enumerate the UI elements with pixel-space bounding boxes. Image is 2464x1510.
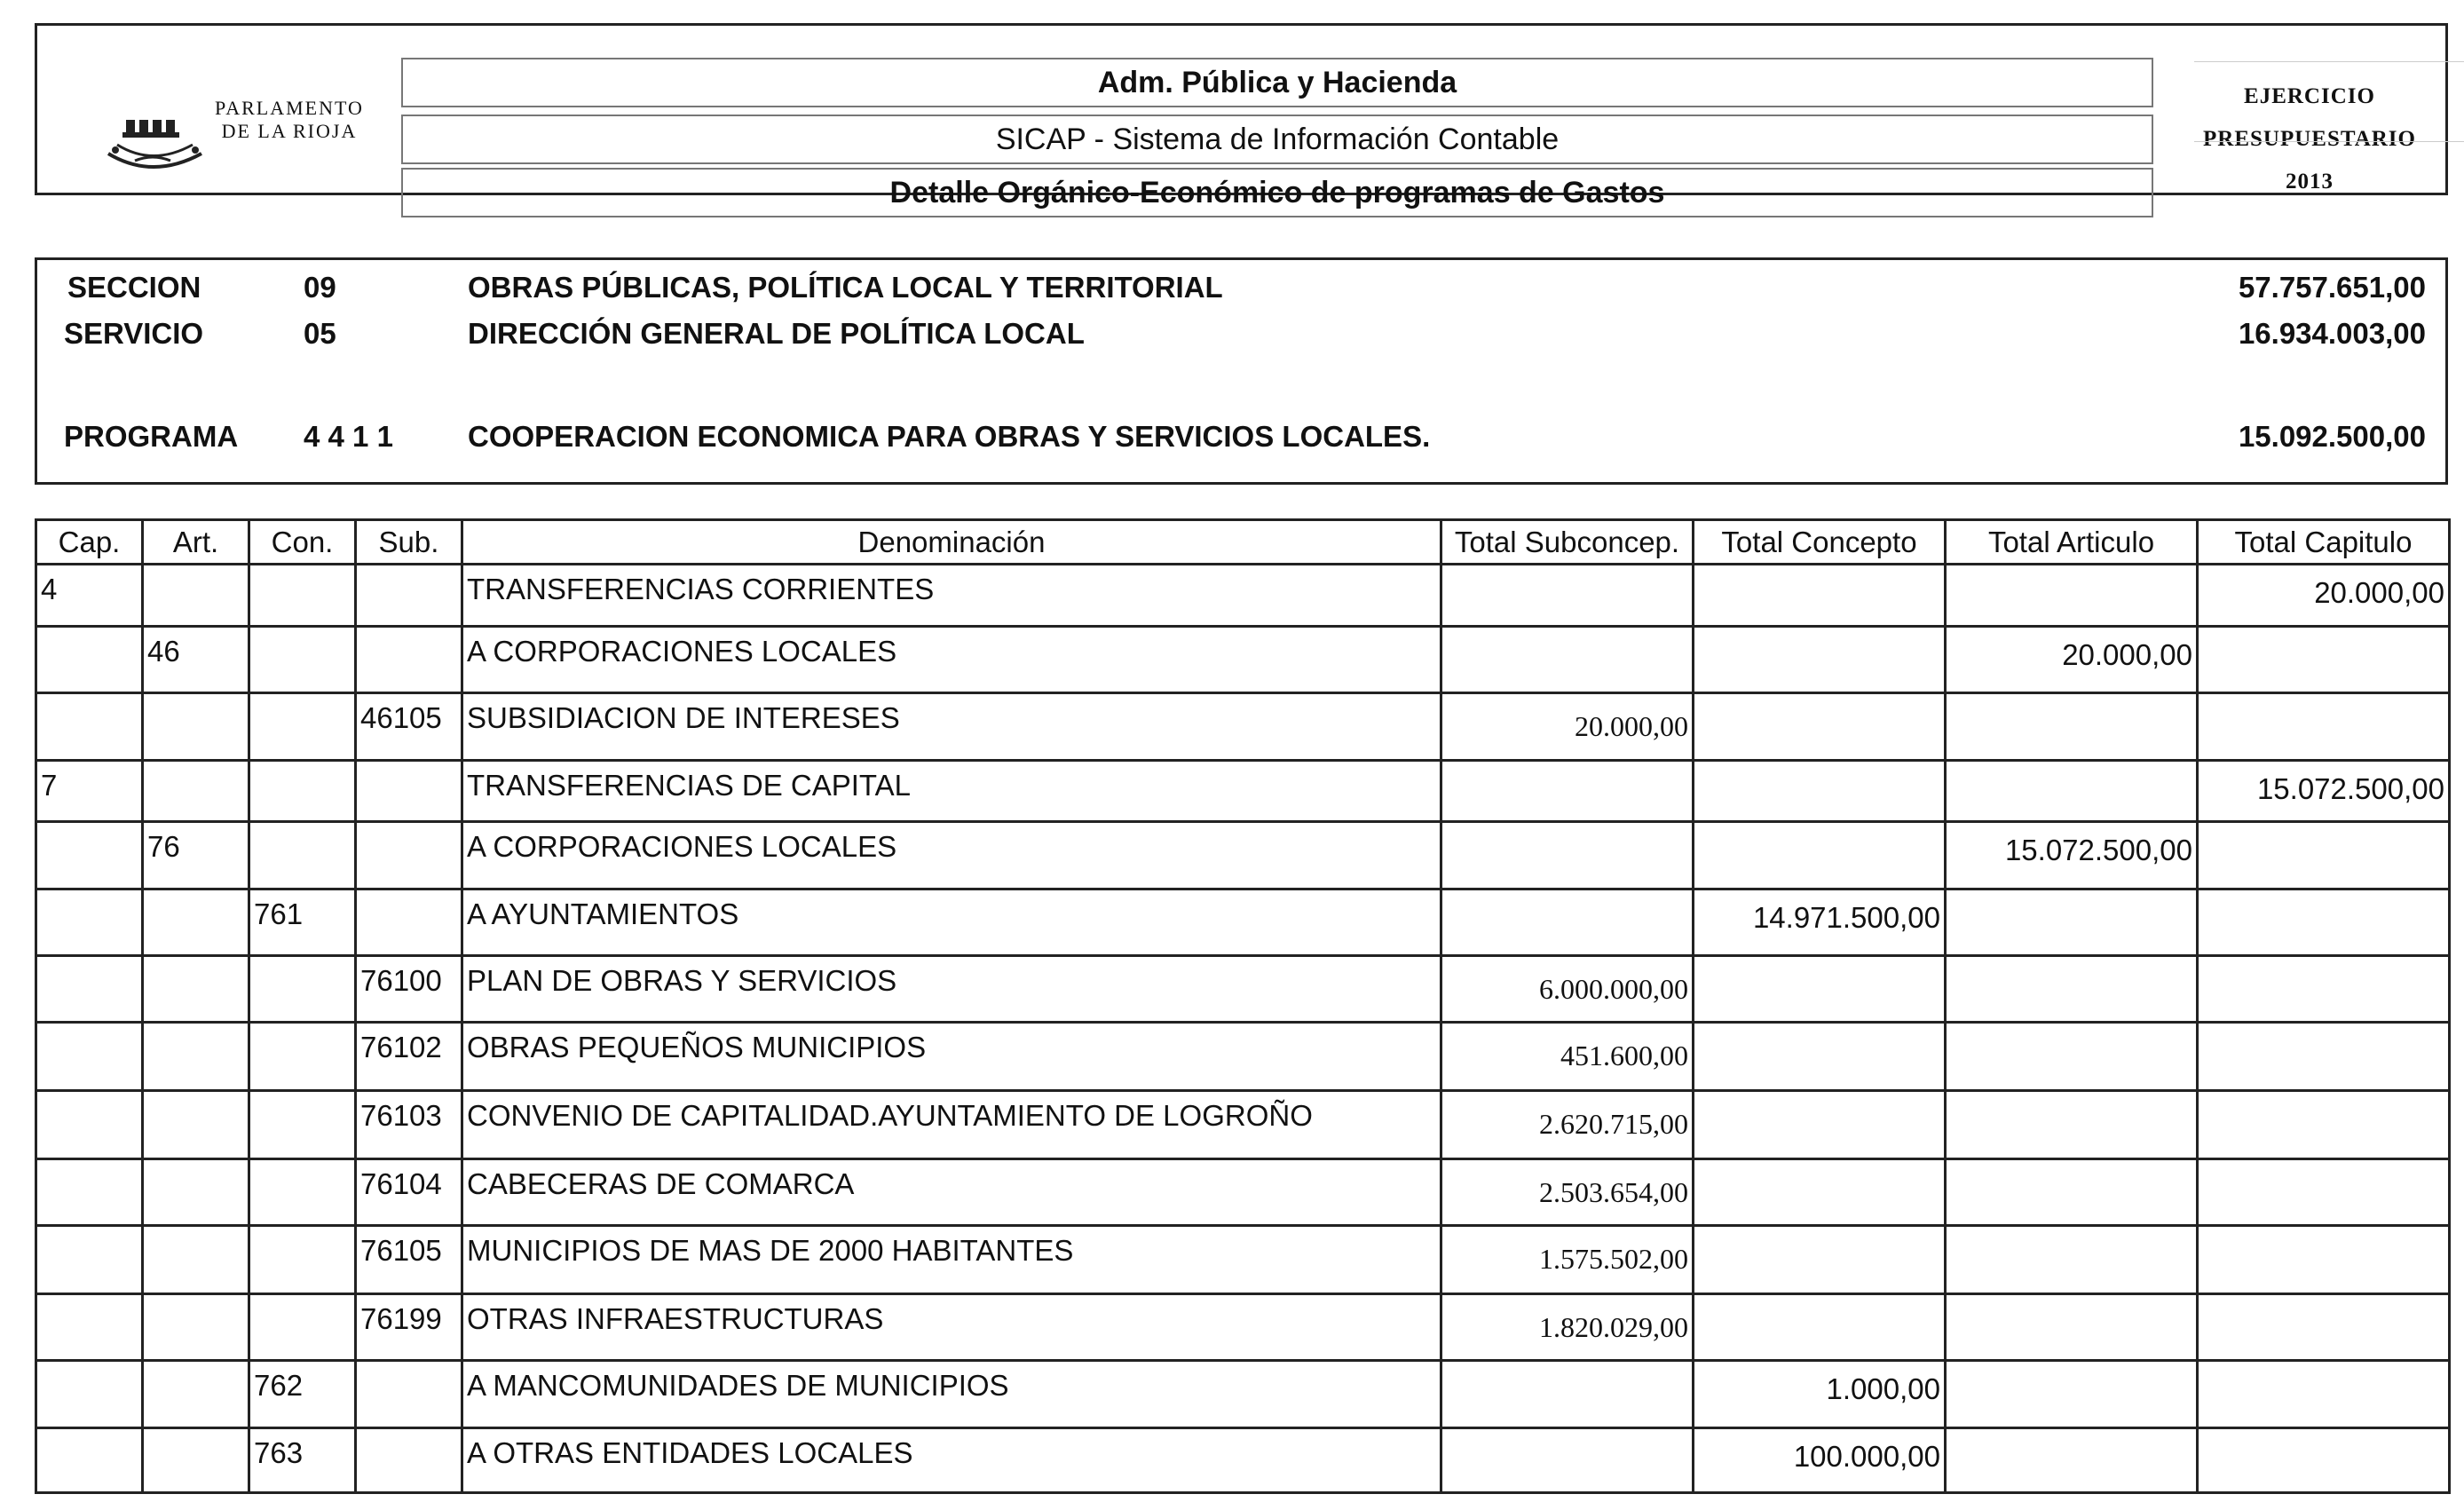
table-body [36,565,2450,1493]
parliament-emblem-icon [99,118,215,189]
parliament-name-line2: DE LA RIOJA [221,120,358,142]
total-articulo-cell [1946,693,2198,761]
report-title: Detalle Orgánico-Económico de programas de Gastos [401,168,2153,217]
total-subconcepto-cell: 2.620.715,00 [1441,1091,1694,1159]
total-capitulo-cell: 20.000,00 [2198,565,2450,627]
ejercicio-label: EJERCICIO [2244,84,2375,108]
art-cell: 46 [143,627,249,693]
total-articulo-cell [1946,1091,2198,1159]
denominacion-cell: TRANSFERENCIAS DE CAPITAL [462,761,1441,822]
total-articulo-cell [1946,1361,2198,1428]
seccion-label: SECCION [67,271,201,304]
denominacion-cell: PLAN DE OBRAS Y SERVICIOS [462,956,1441,1023]
servicio-name: DIRECCIÓN GENERAL DE POLÍTICA LOCAL [468,317,1085,350]
art-cell [143,1159,249,1226]
programa-name: COOPERACION ECONOMICA PARA OBRAS Y SERVICIOS LOCALES. [468,420,1431,453]
cap-cell [36,1023,143,1091]
con-cell [249,1226,356,1294]
total-articulo-cell [1946,565,2198,627]
total-concepto-cell [1694,822,1946,889]
art-cell [143,1226,249,1294]
total-subconcepto-cell [1441,627,1694,693]
con-cell [249,956,356,1023]
presupuestario-label: PRESUPUESTARIO [2203,127,2416,151]
table-row [36,889,2450,956]
total-capitulo-cell [2198,822,2450,889]
sub-cell [356,822,462,889]
art-cell [143,693,249,761]
total-capitulo-cell [2198,1428,2450,1493]
col-sub-header: Sub. [356,520,462,565]
total-articulo-cell [1946,761,2198,822]
sub-cell [356,1361,462,1428]
con-cell: 762 [249,1361,356,1428]
table-row [36,1023,2450,1091]
total-subconcepto-cell [1441,761,1694,822]
denominacion-cell: A AYUNTAMIENTOS [462,889,1441,956]
total-articulo-cell [1946,1159,2198,1226]
con-cell [249,627,356,693]
sub-cell: 76100 [356,956,462,1023]
fiscal-year: 2013 [2286,170,2334,194]
sub-cell: 76102 [356,1023,462,1091]
total-articulo-cell [1946,1226,2198,1294]
divider [2194,61,2464,62]
con-cell [249,761,356,822]
sub-cell: 76103 [356,1091,462,1159]
total-subconcepto-cell [1441,1361,1694,1428]
art-cell [143,1428,249,1493]
con-cell [249,1294,356,1361]
total-subconcepto-cell: 6.000.000,00 [1441,956,1694,1023]
art-cell [143,956,249,1023]
table-row [36,1294,2450,1361]
total-subconcepto-cell: 451.600,00 [1441,1023,1694,1091]
denominacion-cell: CABECERAS DE COMARCA [462,1159,1441,1226]
total-subconcepto-cell [1441,1428,1694,1493]
department-title: Adm. Pública y Hacienda [401,58,2153,107]
col-con-header: Con. [249,520,356,565]
sub-cell [356,627,462,693]
cap-cell [36,822,143,889]
total-concepto-cell [1694,1159,1946,1226]
sub-cell: 46105 [356,693,462,761]
cap-cell [36,1226,143,1294]
total-articulo-cell: 20.000,00 [1946,627,2198,693]
table-row [36,565,2450,627]
programa-code: 4 4 1 1 [304,420,393,453]
sub-cell: 76199 [356,1294,462,1361]
programa-amount: 15.092.500,00 [2238,420,2426,453]
total-capitulo-cell: 15.072.500,00 [2198,761,2450,822]
parliament-name [215,97,364,143]
total-subconcepto-cell: 1.820.029,00 [1441,1294,1694,1361]
art-cell: 76 [143,822,249,889]
total-articulo-cell [1946,956,2198,1023]
total-concepto-cell [1694,627,1946,693]
table-row [36,693,2450,761]
cap-cell [36,956,143,1023]
total-concepto-cell [1694,956,1946,1023]
total-capitulo-cell [2198,1361,2450,1428]
table-row [36,1226,2450,1294]
denominacion-cell: A MANCOMUNIDADES DE MUNICIPIOS [462,1361,1441,1428]
total-articulo-cell [1946,889,2198,956]
total-capitulo-cell [2198,627,2450,693]
seccion-row [37,271,2445,306]
total-concepto-cell [1694,693,1946,761]
total-capitulo-cell [2198,1091,2450,1159]
cap-cell [36,1361,143,1428]
servicio-amount: 16.934.003,00 [2238,317,2426,350]
denominacion-cell: A CORPORACIONES LOCALES [462,822,1441,889]
table-row [36,627,2450,693]
con-cell: 761 [249,889,356,956]
table-header-row [36,520,2450,565]
budget-detail-table [35,518,2451,1494]
con-cell [249,1091,356,1159]
total-capitulo-cell [2198,1023,2450,1091]
total-subconcepto-cell [1441,889,1694,956]
seccion-amount: 57.757.651,00 [2238,271,2426,304]
denominacion-cell: OTRAS INFRAESTRUCTURAS [462,1294,1441,1361]
table-row [36,1091,2450,1159]
con-cell [249,1023,356,1091]
table-row [36,822,2450,889]
con-cell [249,1159,356,1226]
art-cell [143,1294,249,1361]
total-articulo-cell [1946,1023,2198,1091]
art-cell [143,1091,249,1159]
total-subconcepto-cell [1441,822,1694,889]
programa-label: PROGRAMA [64,420,239,453]
total-concepto-cell [1694,1294,1946,1361]
total-articulo-cell [1946,1294,2198,1361]
sub-cell [356,1428,462,1493]
col-art-header: Art. [143,520,249,565]
table-row [36,1159,2450,1226]
total-concepto-cell [1694,1226,1946,1294]
table-row [36,956,2450,1023]
total-capitulo-cell [2198,1159,2450,1226]
total-concepto-cell: 100.000,00 [1694,1428,1946,1493]
servicio-row [37,317,2445,352]
parliament-name-line1: PARLAMENTO [215,97,364,119]
total-capitulo-cell [2198,956,2450,1023]
total-capitulo-cell [2198,693,2450,761]
table-row [36,1428,2450,1493]
divider [2194,141,2464,142]
total-capitulo-cell [2198,889,2450,956]
report-header [35,23,2448,210]
total-articulo-cell: 15.072.500,00 [1946,822,2198,889]
total-concepto-cell [1694,565,1946,627]
table-row [36,761,2450,822]
cap-cell [36,1428,143,1493]
total-capitulo-cell [2198,1226,2450,1294]
cap-cell: 7 [36,761,143,822]
sub-cell: 76104 [356,1159,462,1226]
art-cell [143,1023,249,1091]
sub-cell [356,565,462,627]
cap-cell [36,889,143,956]
cap-cell [36,693,143,761]
col-denominacion-header: Denominación [462,520,1441,565]
col-total-articulo-header: Total Articulo [1946,520,2198,565]
total-concepto-cell: 14.971.500,00 [1694,889,1946,956]
total-concepto-cell: 1.000,00 [1694,1361,1946,1428]
total-subconcepto-cell [1441,565,1694,627]
servicio-code: 05 [304,317,336,350]
denominacion-cell: A OTRAS ENTIDADES LOCALES [462,1428,1441,1493]
col-total-capitulo-header: Total Capitulo [2198,520,2450,565]
total-concepto-cell [1694,761,1946,822]
servicio-label: SERVICIO [64,317,204,350]
total-articulo-cell [1946,1428,2198,1493]
cap-cell [36,627,143,693]
col-total-concepto-header: Total Concepto [1694,520,1946,565]
seccion-code: 09 [304,271,336,304]
col-total-subconcepto-header: Total Subconcep. [1441,520,1694,565]
art-cell [143,1361,249,1428]
denominacion-cell: CONVENIO DE CAPITALIDAD.AYUNTAMIENTO DE LOGROÑO [462,1091,1441,1159]
total-subconcepto-cell: 2.503.654,00 [1441,1159,1694,1226]
cap-cell [36,1091,143,1159]
col-cap-header: Cap. [36,520,143,565]
art-cell [143,565,249,627]
con-cell [249,565,356,627]
sub-cell: 76105 [356,1226,462,1294]
table-row [36,1361,2450,1428]
programa-row [37,420,2445,455]
total-concepto-cell [1694,1091,1946,1159]
denominacion-cell: SUBSIDIACION DE INTERESES [462,693,1441,761]
denominacion-cell: OBRAS PEQUEÑOS MUNICIPIOS [462,1023,1441,1091]
program-summary [35,257,2448,485]
total-subconcepto-cell: 1.575.502,00 [1441,1226,1694,1294]
cap-cell [36,1159,143,1226]
seccion-name: OBRAS PÚBLICAS, POLÍTICA LOCAL Y TERRITORIAL [468,271,1223,304]
cap-cell: 4 [36,565,143,627]
con-cell [249,693,356,761]
con-cell [249,822,356,889]
cap-cell [36,1294,143,1361]
total-concepto-cell [1694,1023,1946,1091]
system-title: SICAP - Sistema de Información Contable [401,115,2153,164]
total-capitulo-cell [2198,1294,2450,1361]
sub-cell [356,761,462,822]
total-subconcepto-cell: 20.000,00 [1441,693,1694,761]
art-cell [143,761,249,822]
denominacion-cell: A CORPORACIONES LOCALES [462,627,1441,693]
con-cell: 763 [249,1428,356,1493]
denominacion-cell: MUNICIPIOS DE MAS DE 2000 HABITANTES [462,1226,1441,1294]
sub-cell [356,889,462,956]
denominacion-cell: TRANSFERENCIAS CORRIENTES [462,565,1441,627]
art-cell [143,889,249,956]
